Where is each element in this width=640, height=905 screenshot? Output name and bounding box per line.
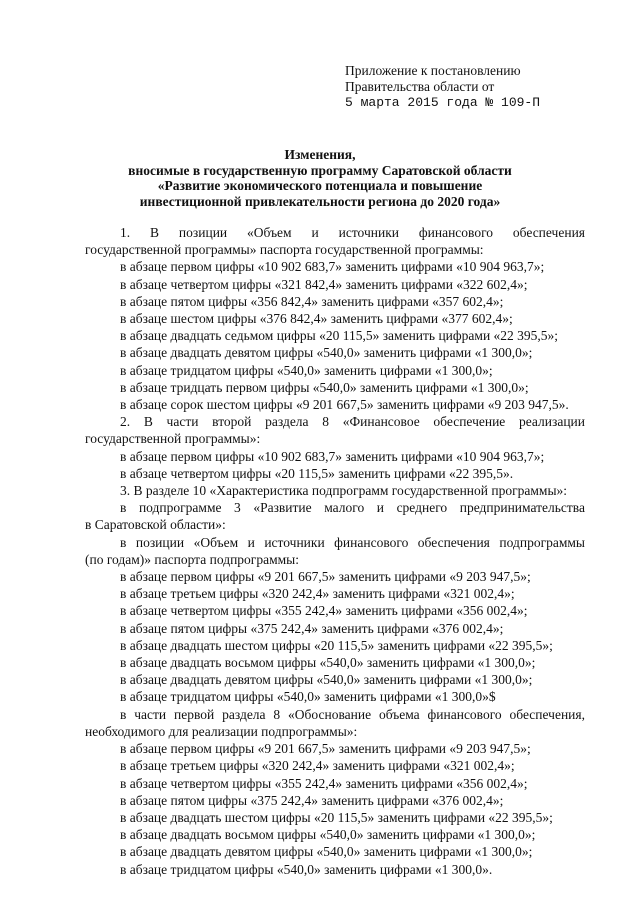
- text-line: в абзаце четвертом цифры «321 842,4» заменить цифрами «322 602,4»;: [120, 276, 528, 292]
- text-line: в абзаце пятом цифры «375 242,4» заменить цифрами «376 002,4»;: [120, 620, 504, 636]
- title-line-1: Изменения,: [284, 147, 356, 162]
- title-line-2: вносимые в государственную программу Саратовской области: [128, 162, 512, 178]
- text-line: в абзаце двадцать восьмом цифры «540,0» заменить цифрами «1 300,0»;: [120, 827, 536, 843]
- text-line: в абзаце двадцать шестом цифры «20 115,5» заменить цифрами «22 395,5»;: [120, 637, 553, 653]
- text-line: 2. В части второй раздела 8 «Финансовое обеспечение реализации: [120, 414, 585, 430]
- text-line: в абзаце двадцать девятом цифры «540,0» заменить цифрами «1 300,0»;: [120, 345, 533, 361]
- text-line: в абзаце тридцать первом цифры «540,0» заменить цифрами «1 300,0»;: [120, 379, 529, 395]
- text-line: в абзаце пятом цифры «375 242,4» заменить цифрами «376 002,4»;: [120, 792, 504, 808]
- text-line: в абзаце шестом цифры «376 842,4» заменить цифрами «377 602,4»;: [120, 311, 513, 327]
- text-line: государственной программы» паспорта государственной программы:: [85, 242, 484, 258]
- document-title: [0, 147, 640, 209]
- text-line: в абзаце тридцатом цифры «540,0» заменить цифрами «1 300,0»$: [120, 689, 496, 705]
- text-line: в абзаце двадцать девятом цифры «540,0» заменить цифрами «1 300,0»;: [120, 844, 533, 860]
- text-line: в абзаце пятом цифры «356 842,4» заменить цифрами «357 602,4»;: [120, 293, 504, 309]
- text-line: в абзаце первом цифры «10 902 683,7» заменить цифрами «10 904 963,7»;: [120, 259, 545, 275]
- text-line: в Саратовской области»:: [85, 517, 226, 533]
- text-line: в абзаце двадцать седьмом цифры «20 115,5» заменить цифрами «22 395,5»;: [120, 328, 559, 344]
- text-line: в абзаце четвертом цифры «355 242,4» заменить цифрами «356 002,4»;: [120, 603, 528, 619]
- text-line: в абзаце первом цифры «9 201 667,5» заменить цифрами «9 203 947,5»;: [120, 569, 531, 585]
- text-line: в абзаце тридцатом цифры «540,0» заменить цифрами «1 300,0»;: [120, 362, 493, 378]
- appendix-note: [345, 63, 540, 111]
- text-line: в абзаце двадцать восьмом цифры «540,0» заменить цифрами «1 300,0»;: [120, 655, 536, 671]
- text-line: в абзаце двадцать шестом цифры «20 115,5» заменить цифрами «22 395,5»;: [120, 809, 553, 825]
- appendix-date-stamp: 5 марта 2015 года № 109-П: [345, 95, 541, 110]
- document-body: [85, 224, 585, 878]
- text-line: в абзаце четвертом цифры «20 115,5» заменить цифрами «22 395,5».: [120, 465, 514, 481]
- text-line: в абзаце третьем цифры «320 242,4» заменить цифрами «321 002,4»;: [120, 586, 515, 602]
- text-line: в позиции «Объем и источники финансового обеспечения подпрограммы: [120, 534, 585, 550]
- text-line: 3. В разделе 10 «Характеристика подпрограмм государственной программы»:: [120, 483, 568, 499]
- text-line: в абзаце сорок шестом цифры «9 201 667,5» заменить цифрами «9 203 947,5».: [120, 397, 569, 413]
- text-line: в части первой раздела 8 «Обоснование объема финансового обеспечения,: [120, 706, 585, 722]
- text-line: (по годам)» паспорта подпрограммы:: [85, 551, 299, 567]
- title-line-3: «Развитие экономического потенциала и повышение: [157, 178, 483, 193]
- appendix-line-1: Приложение к постановлению: [345, 63, 521, 78]
- appendix-line-2: Правительства области от: [345, 79, 495, 94]
- text-line: необходимого для реализации подпрограммы»:: [85, 723, 358, 739]
- text-line: в абзаце первом цифры «10 902 683,7» заменить цифрами «10 904 963,7»;: [120, 448, 545, 464]
- text-line: в абзаце тридцатом цифры «540,0» заменить цифрами «1 300,0».: [120, 861, 493, 877]
- text-line: 1. В позиции «Объем и источники финансового обеспечения: [120, 225, 585, 240]
- text-line: в абзаце третьем цифры «320 242,4» заменить цифрами «321 002,4»;: [120, 758, 515, 774]
- text-line: в подпрограмме 3 «Развитие малого и среднего предпринимательства: [120, 500, 585, 516]
- text-line: в абзаце первом цифры «9 201 667,5» заменить цифрами «9 203 947,5»;: [120, 741, 531, 757]
- title-line-4: инвестиционной привлекательности региона до 2020 года»: [139, 193, 501, 209]
- text-line: государственной программы»:: [85, 431, 261, 447]
- text-line: в абзаце четвертом цифры «355 242,4» заменить цифрами «356 002,4»;: [120, 775, 528, 791]
- text-line: в абзаце двадцать девятом цифры «540,0» заменить цифрами «1 300,0»;: [120, 672, 533, 688]
